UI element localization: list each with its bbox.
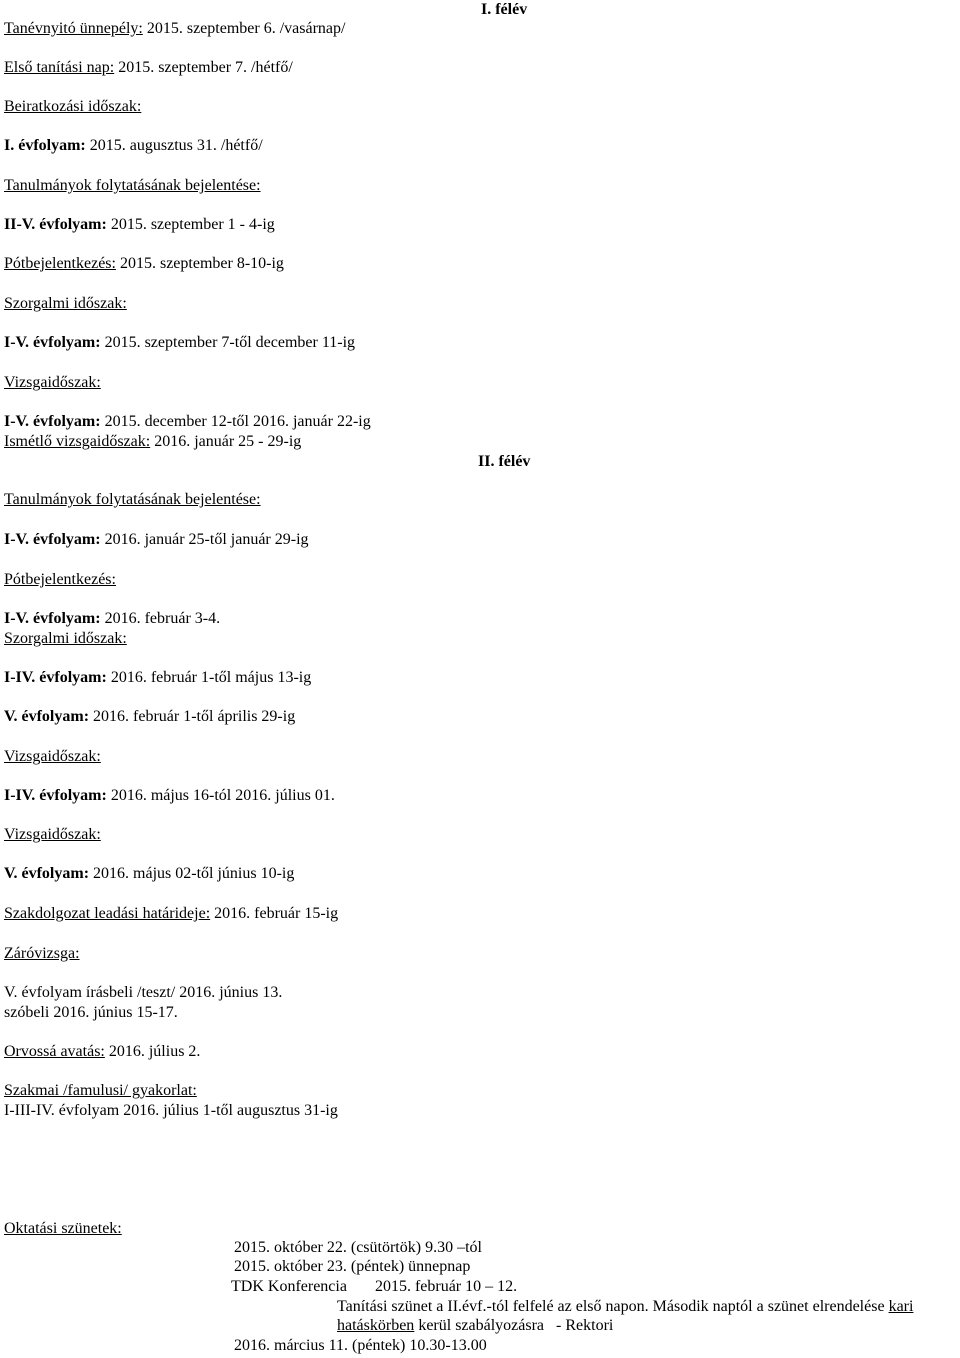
calendar-line bbox=[4, 490, 261, 509]
line-value: 2015. szeptember 7-től december 11-ig bbox=[100, 334, 356, 351]
line-label: Záróvizsga: bbox=[4, 945, 80, 962]
break-line-5-text: kerül szabályozásra - Rektori bbox=[414, 1317, 614, 1334]
semester-2-heading: II. félév bbox=[478, 453, 531, 470]
line-label: Szorgalmi időszak: bbox=[4, 295, 127, 312]
line-label: Tanulmányok folytatásának bejelentése: bbox=[4, 177, 261, 194]
line-label: Beiratkozási időszak: bbox=[4, 98, 142, 115]
line-value: 2016. február 3-4. bbox=[100, 610, 221, 627]
calendar-line bbox=[4, 1042, 200, 1061]
semester-1-heading: I. félév bbox=[481, 1, 528, 18]
line-label: Első tanítási nap: bbox=[4, 59, 115, 76]
line-year-label: I-IV. évfolyam: bbox=[4, 787, 107, 804]
line-value: 2015. december 12-től 2016. január 22-ig bbox=[100, 413, 371, 430]
line-label: Tanévnyitó ünnepély: bbox=[4, 20, 143, 37]
calendar-line bbox=[4, 1101, 338, 1120]
calendar-line bbox=[4, 864, 294, 883]
break-line-4 bbox=[337, 1297, 913, 1316]
line-value: 2015. augusztus 31. /hétfő/ bbox=[85, 137, 263, 154]
line-value: 2016. február 1-től április 29-ig bbox=[89, 708, 296, 725]
break-line-4-underlined: kari bbox=[888, 1298, 914, 1315]
calendar-line bbox=[4, 1081, 197, 1100]
line-year-label: I-V. évfolyam: bbox=[4, 413, 101, 430]
line-label: Orvossá avatás: bbox=[4, 1043, 105, 1060]
break-line-5-underlined: hatáskörben bbox=[337, 1317, 415, 1334]
break-line-2: 2015. október 23. (péntek) ünnepnap bbox=[234, 1258, 471, 1275]
calendar-line bbox=[4, 333, 355, 352]
line-label: Szakmai /famulusi/ gyakorlat: bbox=[4, 1082, 197, 1099]
line-label: Vizsgaidőszak: bbox=[4, 748, 101, 765]
break-line-5 bbox=[337, 1316, 613, 1335]
calendar-line bbox=[4, 58, 293, 77]
break-line-1: 2015. október 22. (csütörtök) 9.30 –tól bbox=[234, 1239, 482, 1256]
calendar-line bbox=[4, 570, 116, 589]
line-value: 2015. szeptember 6. /vasárnap/ bbox=[142, 20, 346, 37]
calendar-line bbox=[4, 19, 345, 38]
line-label: Szakdolgozat leadási határideje: bbox=[4, 905, 211, 922]
line-value: 2016. január 25-től január 29-ig bbox=[100, 531, 309, 548]
line-year-label: I-V. évfolyam: bbox=[4, 610, 101, 627]
calendar-line bbox=[4, 215, 275, 234]
break-line-6: 2016. március 11. (péntek) 10.30-13.00 bbox=[234, 1337, 487, 1354]
calendar-line bbox=[4, 432, 301, 451]
line-value: 2015. szeptember 8-10-ig bbox=[115, 255, 284, 272]
calendar-line bbox=[4, 786, 335, 805]
line-value: 2015. szeptember 7. /hétfő/ bbox=[114, 59, 293, 76]
line-value: 2016. május 02-től június 10-ig bbox=[89, 865, 295, 882]
line-value: 2016. július 2. bbox=[104, 1043, 201, 1060]
line-value: 2016. február 1-től május 13-ig bbox=[106, 669, 312, 686]
calendar-line bbox=[4, 1003, 178, 1022]
calendar-line bbox=[4, 412, 371, 431]
calendar-line bbox=[4, 944, 80, 963]
line-label: Pótbejelentkezés: bbox=[4, 255, 116, 272]
line-value: szóbeli 2016. június 15-17. bbox=[4, 1004, 178, 1021]
line-value: I-III-IV. évfolyam 2016. július 1-től augusztus 31-ig bbox=[4, 1102, 338, 1119]
calendar-line bbox=[4, 983, 282, 1002]
line-label: Ismétlő vizsgaidőszak: bbox=[4, 433, 151, 450]
line-year-label: I-V. évfolyam: bbox=[4, 531, 101, 548]
line-value: 2016. február 15-ig bbox=[210, 905, 339, 922]
line-label: Vizsgaidőszak: bbox=[4, 826, 101, 843]
break-line-4-text: Tanítási szünet a II.évf.-tól felfelé az első napon. Második naptól a szünet elrendelése bbox=[337, 1298, 889, 1315]
line-year-label: V. évfolyam: bbox=[4, 865, 90, 882]
break-line-3: TDK Konferencia 2015. február 10 – 12. bbox=[231, 1278, 518, 1295]
line-value: V. évfolyam írásbeli /teszt/ 2016. június 13. bbox=[4, 984, 283, 1001]
calendar-line bbox=[4, 97, 141, 116]
line-label: Vizsgaidőszak: bbox=[4, 374, 101, 391]
calendar-line bbox=[4, 294, 127, 313]
calendar-line bbox=[4, 136, 263, 155]
line-value: 2016. május 16-tól 2016. július 01. bbox=[106, 787, 335, 804]
calendar-line bbox=[4, 707, 295, 726]
calendar-line bbox=[4, 609, 220, 628]
line-year-label: V. évfolyam: bbox=[4, 708, 90, 725]
calendar-line bbox=[4, 629, 127, 648]
calendar-line bbox=[4, 747, 101, 766]
line-label: Oktatási szünetek: bbox=[4, 1220, 122, 1237]
line-label: Pótbejelentkezés: bbox=[4, 571, 116, 588]
line-year-label: II-V. évfolyam: bbox=[4, 216, 107, 233]
calendar-line bbox=[4, 373, 101, 392]
calendar-line bbox=[4, 254, 284, 273]
line-year-label: I-IV. évfolyam: bbox=[4, 669, 107, 686]
calendar-line bbox=[4, 530, 309, 549]
line-label: Tanulmányok folytatásának bejelentése: bbox=[4, 491, 261, 508]
line-year-label: I-V. évfolyam: bbox=[4, 334, 101, 351]
calendar-line bbox=[4, 904, 338, 923]
calendar-line bbox=[4, 668, 311, 687]
line-label: Szorgalmi időszak: bbox=[4, 630, 127, 647]
calendar-line bbox=[4, 1219, 122, 1238]
line-value: 2016. január 25 - 29-ig bbox=[150, 433, 302, 450]
calendar-line bbox=[4, 825, 101, 844]
calendar-line bbox=[4, 176, 261, 195]
line-value: 2015. szeptember 1 - 4-ig bbox=[106, 216, 275, 233]
line-year-label: I. évfolyam: bbox=[4, 137, 86, 154]
